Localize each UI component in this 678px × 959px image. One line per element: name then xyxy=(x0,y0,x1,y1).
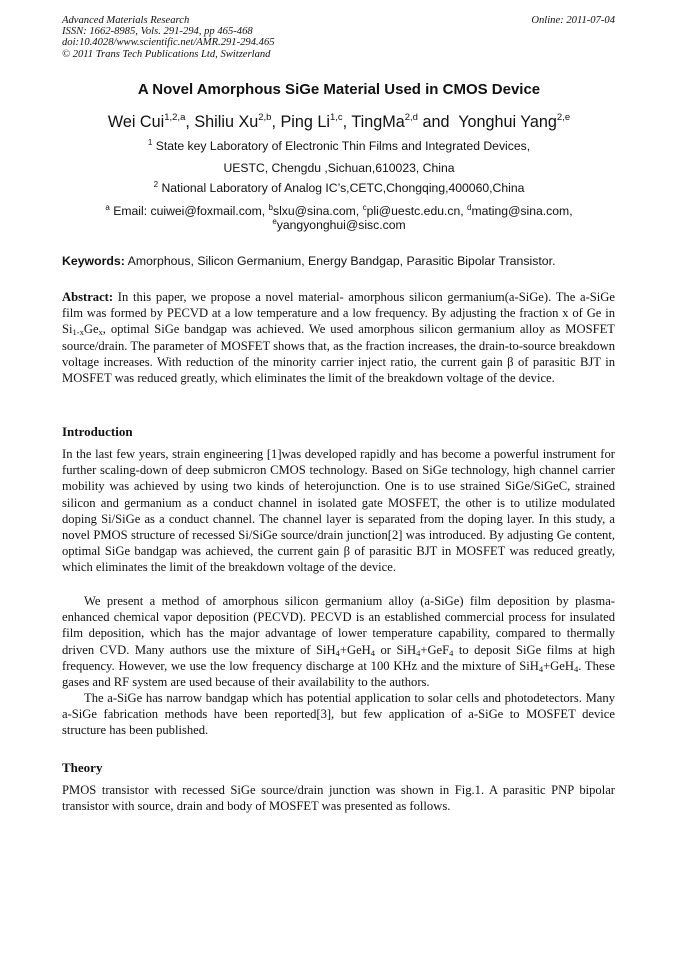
author-affiliation-mark: 1,2,a xyxy=(164,112,186,123)
email-line xyxy=(0,204,678,218)
paragraph-text: . These gases and RF system are used because of their availability to the authors. xyxy=(62,658,615,690)
author-affiliation-mark: 1,c xyxy=(329,112,343,123)
author-name: Yonghui Yang xyxy=(458,113,557,131)
author-name: Ping Li xyxy=(280,113,330,131)
introduction-paragraph-3: The a-SiGe has narrow bandgap which has potential application to solar cells and photodetectors. Many a-SiGe fabrication methods have been reported[3], but few application of a-SiGe to MOSFET device structure has been published. xyxy=(62,691,615,738)
author-affiliation-mark: 2,b xyxy=(258,112,272,123)
abstract-text: In this paper, we propose a novel material- amorphous silicon germanium(a-SiGe). The a-SiGe film was formed by PECVD at a low temperature and a low frequency. By adjusting the fraction x of Ge in Si xyxy=(62,290,615,337)
introduction-paragraph-2 xyxy=(62,593,615,690)
copyright-line: © 2011 Trans Tech Publications Ltd, Switzerland xyxy=(62,48,271,60)
subscript: 1-x xyxy=(72,327,84,338)
abstract-text: , optimal SiGe bandgap was achieved. We used amorphous silicon germanium alloy as MOSFET source/drain. The parameter of MOSFET shows that, as the fraction increases, the drain-to-source breakdown voltage increases. With reduction of the minority carrier inject ratio, the current gain β of parasitic BJT in MOSFET was reduced greatly, which eliminates the limit of the breakdown voltage of the device. xyxy=(62,322,615,386)
paragraph-text: +GeH xyxy=(543,658,574,673)
keywords xyxy=(62,254,615,268)
affiliation-1 xyxy=(0,139,678,153)
affiliation-1-address: UESTC, Chengdu ,Sichuan,610023, China xyxy=(223,161,455,175)
affiliation-text: National Laboratory of Analog IC’s,CETC,Chongqing,400060,China xyxy=(161,181,525,195)
online-date: Online: 2011-07-04 xyxy=(531,15,615,26)
subscript: 4 xyxy=(538,663,544,674)
theory-paragraph-1: PMOS transistor with recessed SiGe source/drain junction was shown in Fig.1. A parasitic PNP bipolar transistor with source, drain and body of MOSFET was presented as follows. xyxy=(62,783,615,814)
section-heading-introduction: Introduction xyxy=(62,424,133,439)
paragraph-text: to deposit SiGe films at high frequency. However, we use the low frequency discharge at 100 KHz and the mixture of SiH xyxy=(62,642,615,673)
paragraph-text: +GeF xyxy=(420,642,450,657)
abstract-text: Ge xyxy=(83,322,99,337)
section-heading-theory: Theory xyxy=(62,760,103,775)
email-mark: d xyxy=(467,203,472,212)
affiliation-2 xyxy=(0,181,678,195)
email-mark: c xyxy=(362,203,367,212)
email-mark: e xyxy=(272,217,277,226)
subscript: 4 xyxy=(335,647,340,658)
journal-name: Advanced Materials Research xyxy=(62,15,190,26)
abstract-label: Abstract: xyxy=(62,290,114,304)
abstract xyxy=(62,289,615,386)
keywords-label: Keywords: xyxy=(62,254,125,268)
author-name: Shiliu Xu xyxy=(194,113,259,131)
email-text: mating@sina.com, xyxy=(471,204,573,218)
keywords-text: Amorphous, Silicon Germanium, Energy Bandgap, Parasitic Bipolar Transistor. xyxy=(127,254,556,268)
email-text: slxu@sina.com, xyxy=(272,204,360,218)
affiliation-mark: 2 xyxy=(153,180,159,189)
email-text: yangyonghui@sisc.com xyxy=(276,218,406,232)
introduction-paragraph-1: In the last few years, strain engineering [1]was developed rapidly and has become a powerful instrument for further scaling-down of deep submicron CMOS technology. Based on SiGe technology, high channel carrier mobility was achieved by using two kinds of heterojunction. One is to use strained SiGe/SiGeC, strained silicon and germanium as a conduct channel in isolated gate MOSFET, the other is to utilize modulated doping Si/SiGe as a conduct channel. The channel layer is separated from the doping layer. In this study, a novel PMOS structure of recessed Si/SiGe source/drain junction[2] was introduced. By adjusting Ge content, optimal SiGe bandgap was achieved, the current gain β of parasitic BJT in MOSFET was reduced greatly, which eliminates the limit of the breakdown voltage of the device. xyxy=(62,447,615,575)
journal-header xyxy=(62,15,615,60)
subscript: 4 xyxy=(449,647,454,658)
author-affiliation-mark: 2,e xyxy=(556,112,571,123)
issn-line: ISSN: 1662-8985, Vols. 291-294, pp 465-468 xyxy=(62,26,253,38)
email-mark: b xyxy=(268,203,273,212)
subscript: x xyxy=(98,327,103,338)
subscript: 4 xyxy=(370,647,376,658)
paper-title: A Novel Amorphous SiGe Material Used in CMOS Device xyxy=(137,81,541,98)
author-name: TingMa xyxy=(351,113,405,131)
affiliation-mark: 1 xyxy=(147,138,153,147)
email-text: Email: cuiwei@foxmail.com, xyxy=(113,204,266,218)
email-text: pli@uestc.edu.cn, xyxy=(366,204,464,218)
subscript: 4 xyxy=(416,647,421,658)
paragraph-text: or SiH xyxy=(375,642,417,657)
doi-line: doi:10.4028/www.scientific.net/AMR.291-294.465 xyxy=(62,37,275,49)
author-name: Wei Cui xyxy=(107,113,165,131)
paragraph-text: +GeH xyxy=(339,642,371,657)
email-mark: a xyxy=(105,203,110,212)
author-list: Wei Cui$^{1,2,a}$, Shiliu Xu$^{2,b}$, Ping Li$^{1,c}$, TingMa$^{2,d}$ and Yonghui Yang$^{2,e}$ xyxy=(107,112,571,131)
author-affiliation-mark: 2,d xyxy=(404,112,418,123)
subscript: 4 xyxy=(573,663,579,674)
affiliation-text: State key Laboratory of Electronic Thin Films and Integrated Devices, xyxy=(155,139,531,153)
email-line-2 xyxy=(0,218,678,232)
paragraph-text: We present a method of amorphous silicon germanium alloy (a-SiGe) film deposition by plasma-enhanced chemical vapor deposition (PECVD). PECVD is an established commercial process for insulated film deposition, which has the major advantage of lower temperature capability, compared to thermally driven CVD. Many authors use the mixture of SiH xyxy=(62,594,615,657)
